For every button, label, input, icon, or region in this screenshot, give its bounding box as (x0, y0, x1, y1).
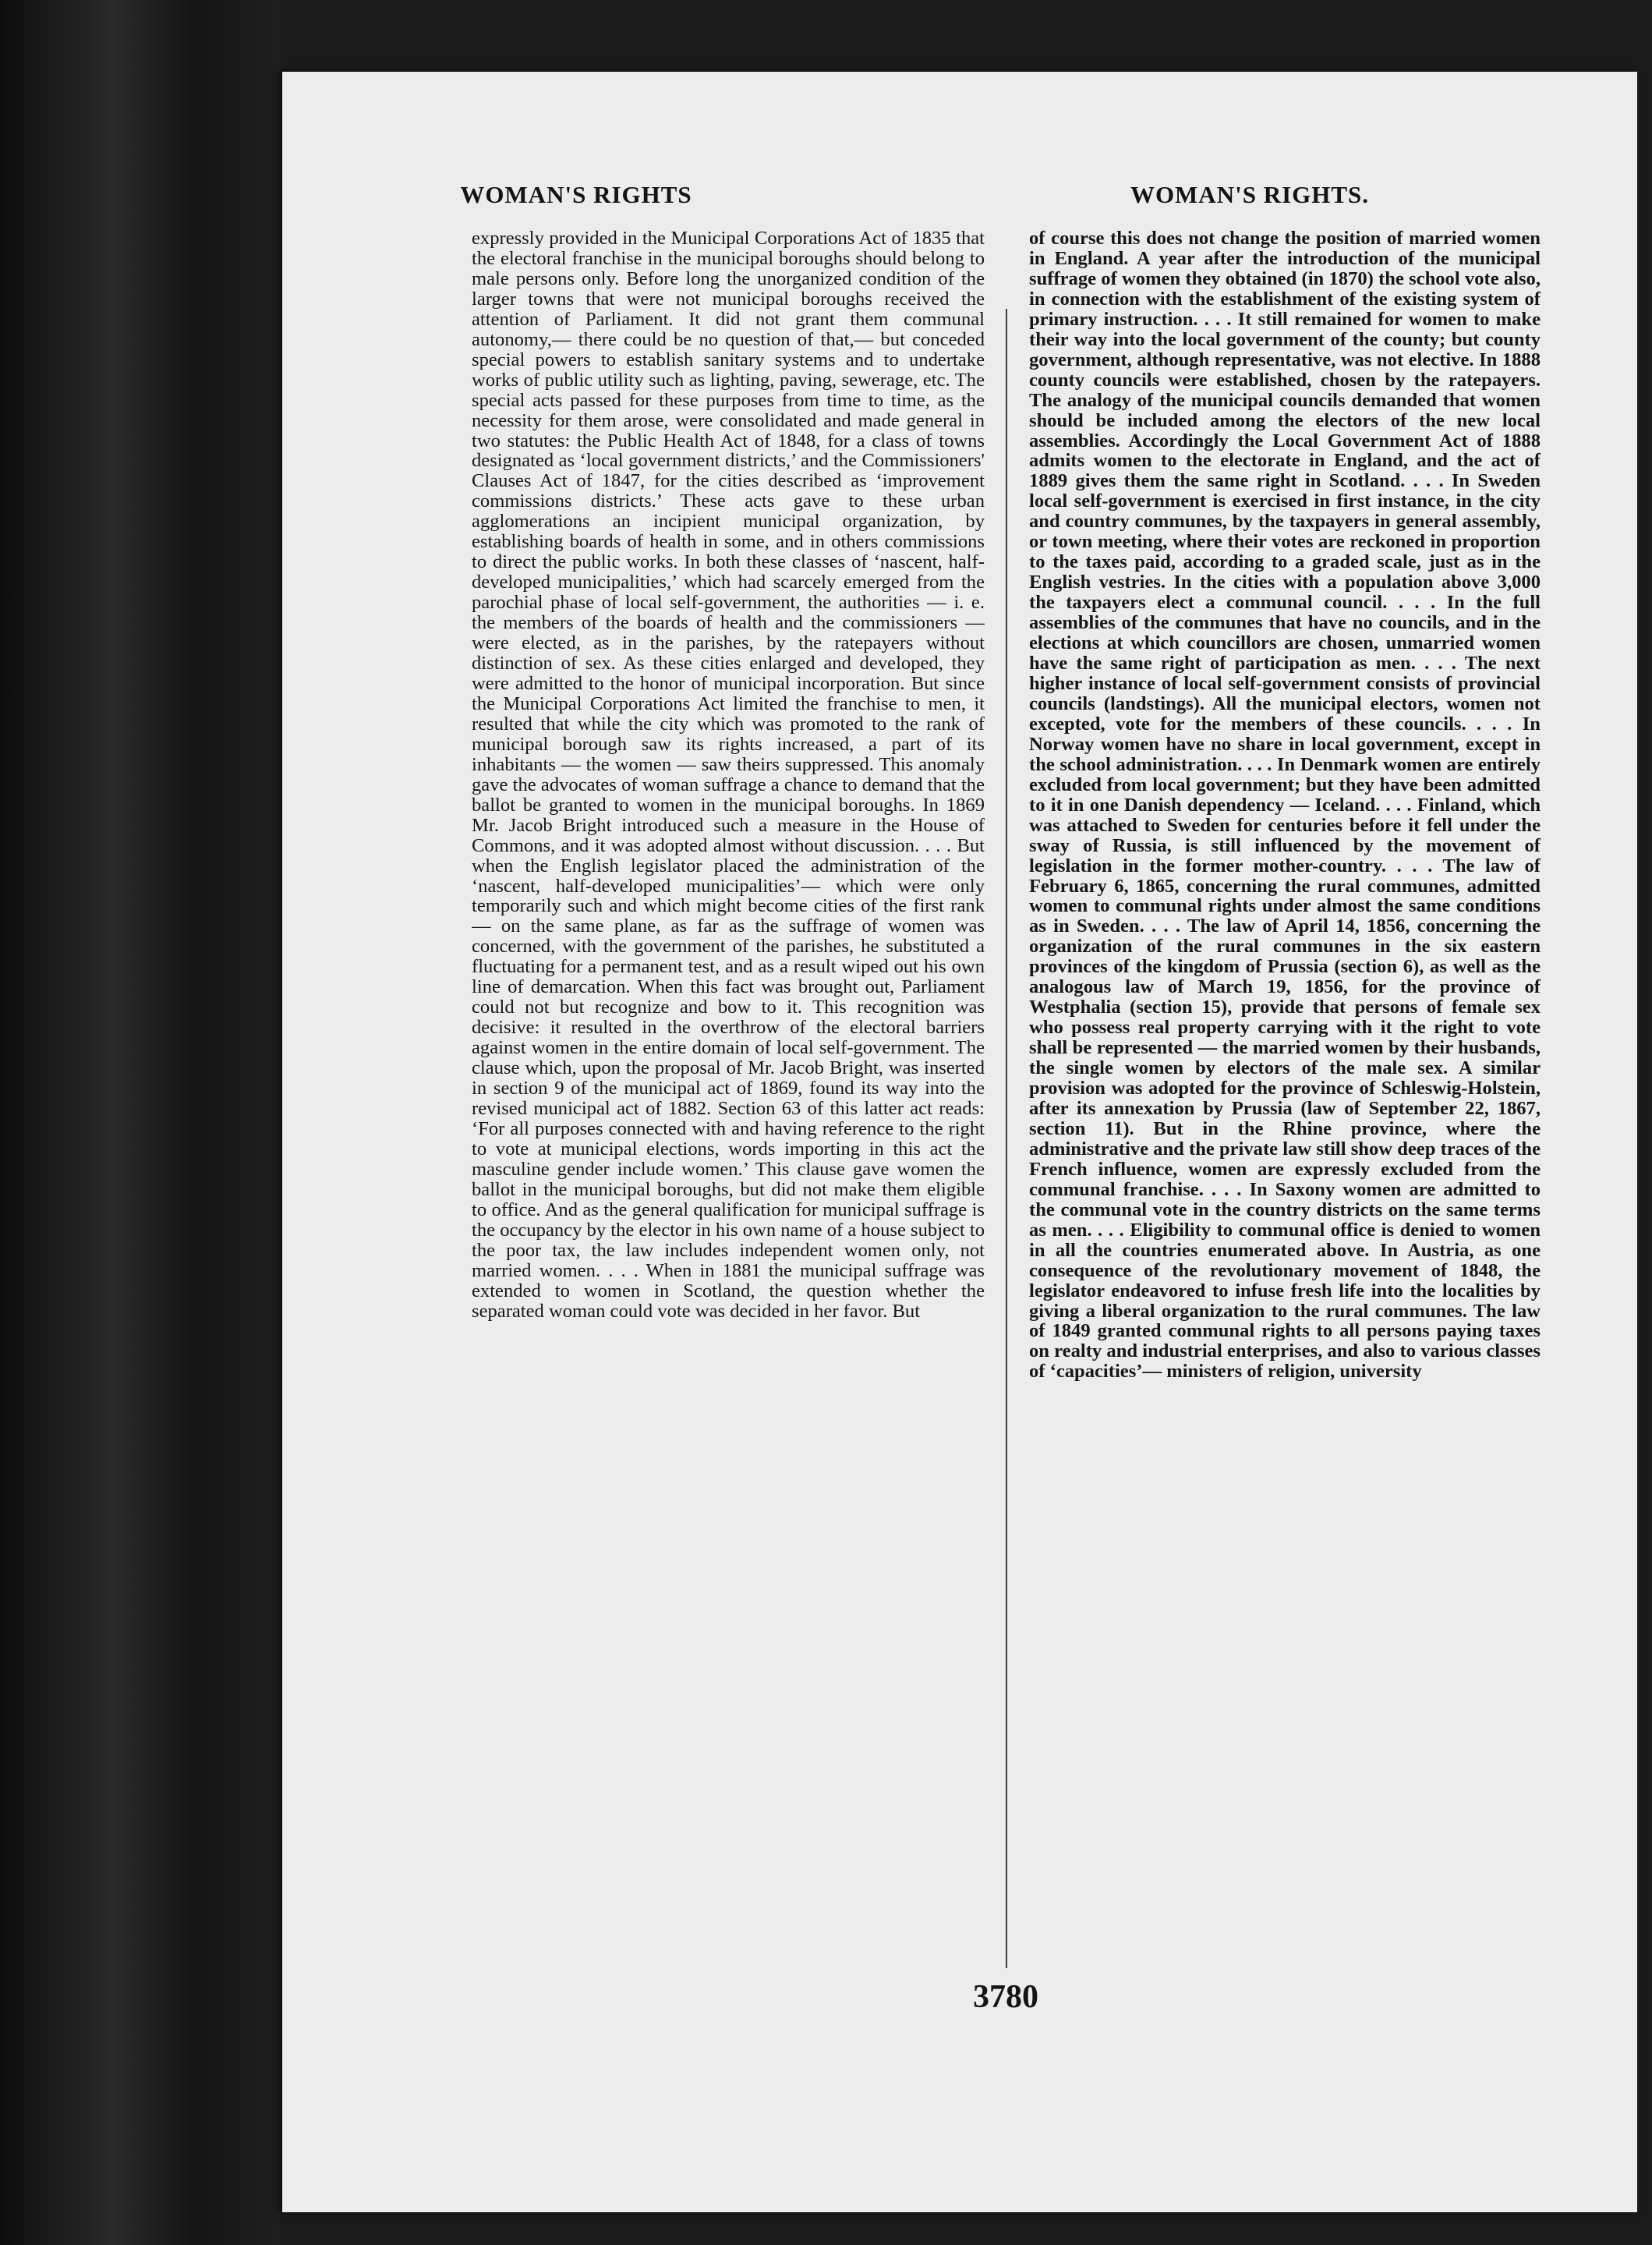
running-header-left: WOMAN'S RIGHTS (460, 181, 692, 208)
page-number: 3780 (973, 1979, 1038, 2015)
scan-dark-margin (0, 0, 281, 2245)
column-divider (1006, 309, 1007, 1968)
right-text-column (1029, 228, 1541, 1980)
left-text-column (472, 228, 985, 1980)
running-header-right: WOMAN'S RIGHTS. (1130, 181, 1370, 208)
right-column-paragraph: of course this does not change the position of married women in England. A year after the introduction of the municipal suffrage of women they obtained (in 1870) the school vote also, in connection with the establishment of the existing system of primary instruction. . . . It still remained for women to make their way into the local government of the county; but county government, although representative, was not elective. In 1888 county councils were established, chosen by the ratepayers. The analogy of the municipal councils demanded that women should be included among the electors of the new local assemblies. Accordingly the Local Government Act of 1888 admits women to the electorate in England, and the act of 1889 gives them the same right in Scotland. . . . In Sweden local self-government is exercised in first instance, in the city and country communes, by the taxpayers in general assembly, or town meeting, where their votes are reckoned in proportion to the taxes paid, according to a graded scale, just as in the English vestries. In the cities with a population above 3,000 the taxpayers elect a communal council. . . . In the full assemblies of the communes that have no councils, and in the elections at which councillors are chosen, unmarried women have the same right of participation as men. . . . The next higher instance of local self-government consists of provincial councils (landstings). All the municipal electors, women not excepted, vote for the members of these councils. . . . In Norway women have no share in local government, except in the school administration. . . . In Denmark women are entirely excluded from local government; but they have been admitted to it in one Danish dependency — Iceland. . . . Finland, which was attached to Sweden for centuries before it fell under the sway of Russia, is still influenced by the movement of legislation in the former mother-country. . . . The law of February 6, 1865, concerning the rural communes, admitted women to communal rights under almost the same conditions as in Sweden. . . . The law of April 14, 1856, concerning the organization of the rural communes in the six eastern provinces of the kingdom of Prussia (section 6), as well as the analogous law of March 19, 1856, for the province of Westphalia (section 15), provide that persons of female sex who possess real property carrying with it the right to vote shall be represented — the married women by their husbands, the single women by electors of the male sex. A similar provision was adopted for the province of Schleswig-Holstein, after its annexation by Prussia (law of September 22, 1867, section 11). But in the Rhine province, where the administrative and the private law still show deep traces of the French influence, women are expressly excluded from the communal franchise. . . . In Saxony women are admitted to the communal vote in the country districts on the same terms as men. . . . Eligibility to communal office is denied to women in all the countries enumerated above. In Austria, as one consequence of the revolutionary movement of 1848, the legislator endeavored to infuse fresh life into the localities by giving a liberal organization to the rural communes. The law of 1849 granted communal rights to all persons paying taxes on realty and industrial enterprises, and also to various classes of ‘capacities’— ministers of religion, university (1029, 228, 1541, 1383)
left-column-paragraph: expressly provided in the Municipal Corporations Act of 1835 that the electoral franchise in the municipal boroughs should belong to male persons only. Before long the unorganized condition of the larger towns that were not municipal boroughs received the attention of Parliament. It did not grant them communal autonomy,— there could be no question of that,— but conceded special powers to establish sanitary systems and to undertake works of public utility such as lighting, paving, sewerage, etc. The special acts passed for these purposes from time to time, as the necessity for them arose, were consolidated and made general in two statutes: the Public Health Act of 1848, for a class of towns designated as ‘local government districts,’ and the Commissioners' Clauses Act of 1847, for the cities described as ‘improvement commissions districts.’ These acts gave to these urban agglomerations an incipient municipal organization, by establishing boards of health in some, and in others commissions to direct the public works. In both these classes of ‘nascent, half-developed municipalities,’ which had scarcely emerged from the parochial phase of local self-government, the authorities — i. e. the members of the boards of health and the commissioners — were elected, as in the parishes, by the ratepayers without distinction of sex. As these cities enlarged and developed, they were admitted to the honor of municipal incorporation. But since the Municipal Corporations Act limited the franchise to men, it resulted that while the city which was promoted to the rank of municipal borough saw its rights increased, a part of its inhabitants — the women — saw theirs suppressed. This anomaly gave the advocates of woman suffrage a chance to demand that the ballot be granted to women in the municipal boroughs. In 1869 Mr. Jacob Bright introduced such a measure in the House of Commons, and it was adopted almost without discussion. . . . But when the English legislator placed the administration of the ‘nascent, half-developed municipalities’— which were only temporarily such and which might become cities of the first rank — on the same plane, as far as the suffrage of women was concerned, with the government of the parishes, he substituted a fluctuating for a permanent test, and as a result wiped out his own line of demarcation. When this fact was brought out, Parliament could not but recognize and bow to it. This recognition was decisive: it resulted in the overthrow of the electoral barriers against women in the entire domain of local self-government. The clause which, upon the proposal of Mr. Jacob Bright, was inserted in section 9 of the municipal act of 1869, found its way into the revised municipal act of 1882. Section 63 of this latter act reads: ‘For all purposes connected with and having reference to the right to vote at municipal elections, words importing in this act the masculine gender include women.’ This clause gave women the ballot in the municipal boroughs, but did not make them eligible to office. And as the general qualification for municipal suffrage is the occupancy by the elector in his own name of a house subject to the poor tax, the law includes independent women only, not married women. . . . When in 1881 the municipal suffrage was extended to women in Scotland, the question whether the separated woman could vote was decided in her favor. But (472, 228, 985, 1322)
